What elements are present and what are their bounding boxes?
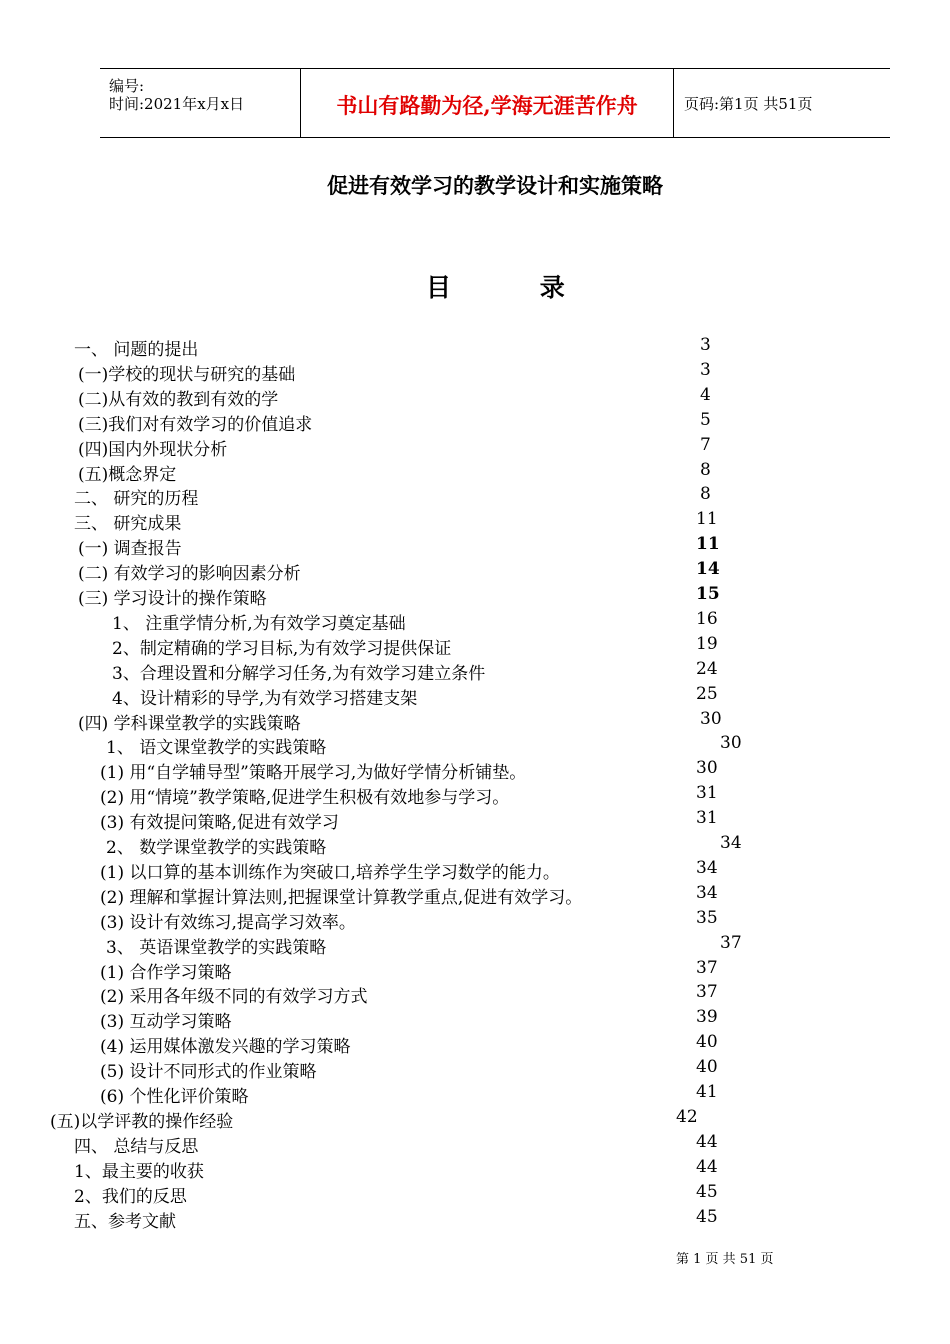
toc-entry-page: 30 [700, 708, 722, 729]
toc-entry-page: 30 [696, 758, 718, 779]
toc-entry-title: (五)概念界定 [78, 464, 177, 485]
serial-label: 编号: [109, 77, 145, 95]
toc-entry-title: (一) 调查报告 [78, 539, 182, 560]
toc-entry-title: 4、设计精彩的导学,为有效学习搭建支架 [112, 688, 418, 709]
toc-entry-page: 39 [696, 1007, 718, 1028]
toc-entry-page: 45 [696, 1206, 718, 1227]
toc-entry-title: (3) 设计有效练习,提高学习效率。 [100, 912, 356, 933]
toc-entry-page: 5 [700, 409, 711, 430]
toc-entry-page: 40 [696, 1057, 718, 1078]
toc-entry-page: 11 [696, 509, 718, 530]
toc-entry-page: 24 [696, 658, 718, 679]
toc-entry [0, 883, 950, 907]
toc-entry-title: (2) 理解和掌握计算法则,把握课堂计算教学重点,促进有效学习。 [100, 887, 583, 908]
toc-entry-title: 四、 总结与反思 [74, 1136, 199, 1157]
toc-entry-title: 一、 问题的提出 [74, 340, 199, 360]
toc-entry-page: 15 [696, 584, 720, 604]
toc-entry-page: 7 [700, 434, 711, 455]
toc-entry [0, 833, 950, 857]
toc-entry-title: (2) 用“情境”教学策略,促进学生积极有效地参与学习。 [100, 788, 510, 809]
page-header [100, 68, 890, 138]
toc-entry-title: 三、 研究成果 [74, 514, 182, 535]
toc-entry [0, 758, 950, 782]
toc-entry [0, 908, 950, 932]
toc-entry-page: 44 [696, 1131, 718, 1152]
header-meta-cell [100, 69, 301, 137]
toc-entry-title: 1、最主要的收获 [74, 1161, 204, 1182]
toc-entry [0, 1007, 950, 1031]
toc-entry-page: 19 [696, 633, 718, 654]
toc-entry [0, 634, 950, 658]
toc-entry-page: 31 [696, 808, 718, 829]
toc-entry [0, 1107, 950, 1131]
toc-entry-page: 37 [696, 957, 718, 978]
toc-entry-title: (三) 学习设计的操作策略 [78, 589, 267, 609]
toc-entry [0, 958, 950, 982]
toc-entry-page: 44 [696, 1156, 718, 1177]
toc-entry [0, 1057, 950, 1081]
toc-entry-page: 34 [720, 833, 742, 853]
motto: 书山有路勤为径,学海无涯苦作舟 [336, 93, 638, 118]
header-page-info: 页码:第1页 共51页 [684, 95, 813, 113]
toc-entry-title: (3) 有效提问策略,促进有效学习 [100, 813, 339, 834]
toc-entry [0, 1132, 950, 1156]
toc-entry [0, 534, 950, 558]
toc-entry-title: 2、我们的反思 [74, 1186, 187, 1207]
toc-entry-page: 37 [720, 932, 742, 953]
toc-entry-page: 14 [696, 559, 720, 580]
toc-entry-page: 31 [696, 783, 718, 804]
toc-entry [0, 1157, 950, 1181]
toc-heading [426, 268, 565, 304]
toc-entry [0, 659, 950, 683]
toc-entry-title: (四) 学科课堂教学的实践策略 [78, 713, 301, 734]
toc-entry [0, 1082, 950, 1106]
header-page-cell [674, 69, 890, 137]
toc-entry-title: (3) 互动学习策略 [100, 1012, 232, 1033]
toc-entry-title: 2、 数学课堂教学的实践策略 [106, 838, 327, 858]
toc-entry-title: 3、合理设置和分解学习任务,为有效学习建立条件 [112, 663, 486, 684]
toc-entry [0, 435, 950, 459]
toc-entry-title: (5) 设计不同形式的作业策略 [100, 1062, 317, 1083]
toc-entry-page: 11 [696, 534, 720, 555]
toc-entry [0, 1182, 950, 1206]
toc-entry-page: 34 [696, 882, 718, 903]
toc-entry-page: 8 [700, 484, 711, 505]
toc-entry-title: (一)学校的现状与研究的基础 [78, 364, 296, 385]
toc-entry-title: (6) 个性化评价策略 [100, 1087, 249, 1107]
toc-entry-title: 1、 语文课堂教学的实践策略 [106, 738, 327, 759]
toc-entry-page: 3 [700, 359, 711, 380]
toc-entry-title: (1) 用“自学辅导型”策略开展学习,为做好学情分析铺垫。 [100, 763, 527, 784]
toc-entry-title: (二) 有效学习的影响因素分析 [78, 564, 301, 585]
header-motto-cell [301, 69, 674, 137]
toc-entry-page: 41 [696, 1082, 718, 1102]
toc-entry-title: (1) 以口算的基本训练作为突破口,培养学生学习数学的能力。 [100, 862, 560, 883]
toc-entry-page: 30 [720, 733, 742, 754]
toc-entry-title: (2) 采用各年级不同的有效学习方式 [100, 987, 368, 1008]
toc-entry-page: 25 [696, 683, 718, 704]
toc-entry [0, 609, 950, 633]
toc-entry [0, 385, 950, 409]
toc-entry-page: 45 [696, 1181, 718, 1202]
toc-entry [0, 982, 950, 1006]
toc-entry-page: 40 [696, 1032, 718, 1053]
toc-entry [0, 709, 950, 733]
toc-entry-title: (五)以学评教的操作经验 [50, 1111, 234, 1132]
time-label: 时间:2021年x月x日 [109, 95, 245, 113]
toc-heading-right: 录 [539, 273, 565, 302]
toc-entry-page: 42 [676, 1106, 698, 1127]
toc-entry-title: 二、 研究的历程 [74, 489, 199, 510]
document-title: 促进有效学习的教学设计和实施策略 [327, 173, 663, 198]
toc-entry-page: 3 [700, 335, 711, 355]
toc-entry [0, 360, 950, 384]
toc-entry [0, 1032, 950, 1056]
toc-entry [0, 584, 950, 608]
toc-entry-title: (三)我们对有效学习的价值追求 [78, 414, 313, 435]
toc-entry-title: 五、参考文献 [74, 1211, 176, 1232]
toc-entry-title: (四)国内外现状分析 [78, 439, 228, 460]
toc-entry-page: 34 [696, 857, 718, 878]
toc-entry-title: 3、 英语课堂教学的实践策略 [106, 937, 327, 958]
toc-entry [0, 783, 950, 807]
toc-entry-title: (二)从有效的教到有效的学 [78, 389, 279, 410]
toc-entry-page: 16 [696, 608, 718, 629]
toc-entry [0, 933, 950, 957]
toc-entry [0, 808, 950, 832]
toc-entry [0, 1207, 950, 1231]
toc-entry-title: (4) 运用媒体激发兴趣的学习策略 [100, 1037, 351, 1058]
toc-entry-title: (1) 合作学习策略 [100, 962, 232, 983]
toc-entry-title: 1、 注重学情分析,为有效学习奠定基础 [112, 613, 406, 634]
toc-heading-left: 目 [426, 273, 452, 302]
toc-entry [0, 733, 950, 757]
toc-entry-page: 37 [696, 982, 718, 1003]
toc-entry-page: 4 [700, 384, 711, 405]
toc-entry [0, 484, 950, 508]
toc-entry [0, 559, 950, 583]
toc-entry-page: 35 [696, 907, 718, 928]
toc-entry-title: 2、制定精确的学习目标,为有效学习提供保证 [112, 638, 452, 659]
toc-entry [0, 858, 950, 882]
toc-entry [0, 335, 950, 359]
toc-entry [0, 684, 950, 708]
page-footer: 第 1 页 共 51 页 [676, 1252, 774, 1267]
toc-entry-page: 8 [700, 459, 711, 480]
toc-entry [0, 509, 950, 533]
toc-entry [0, 460, 950, 484]
toc-entry [0, 410, 950, 434]
